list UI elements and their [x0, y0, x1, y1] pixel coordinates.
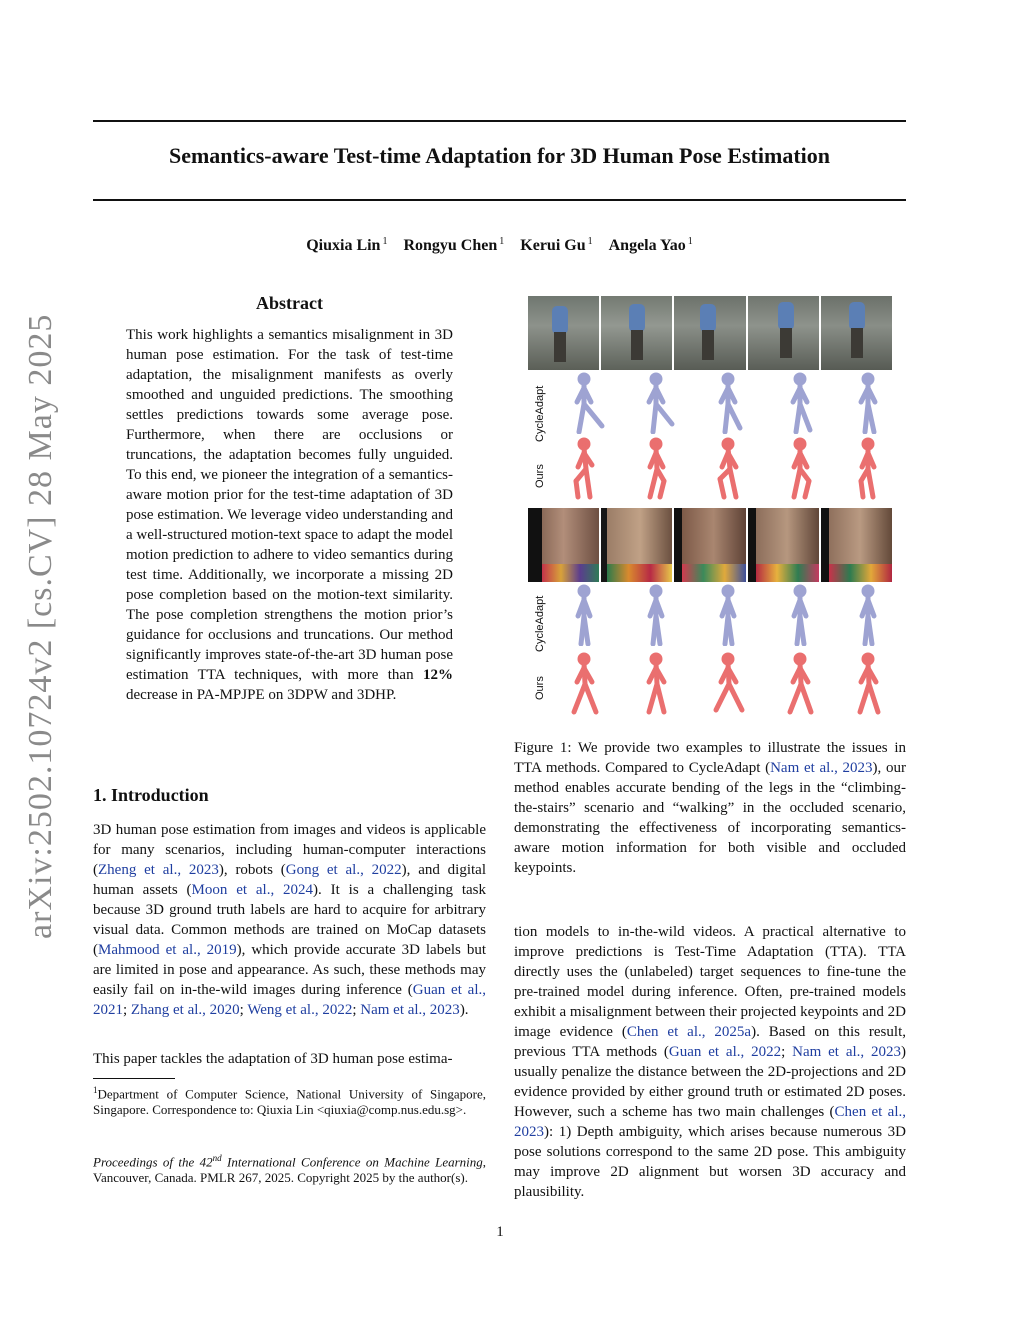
footnote-rule	[93, 1078, 175, 1079]
paragraph-text: Figure 1: We provide two examples to illustrate the issues in TTA methods. Compared to CycleAdapt (	[514, 740, 906, 776]
page-number: 1	[496, 1224, 504, 1240]
conference-name: International Conference on Machine Learning	[227, 1154, 483, 1170]
paragraph-text: ;	[239, 1002, 248, 1018]
citation-link[interactable]: Moon et al., 2024	[191, 882, 314, 898]
row-label-cycleadapt: CycleAdapt	[534, 595, 546, 652]
video-frame	[674, 508, 745, 582]
abstract-highlight: 12%	[423, 667, 453, 683]
pose-mesh	[574, 655, 596, 712]
author	[609, 237, 693, 254]
proceedings-details: , Vancouver, Canada. PMLR 267, 2025. Copyright 2025 by the author(s).	[93, 1154, 487, 1186]
abstract-heading: Abstract	[256, 293, 323, 313]
intro-paragraph-right-column	[514, 922, 906, 1202]
figure-caption	[514, 738, 906, 878]
affiliation-mark: 1	[587, 236, 593, 247]
conference-ordinal: nd	[212, 1153, 222, 1163]
pose-mesh	[650, 587, 662, 644]
author-list	[93, 236, 906, 255]
stairs-video-frames	[528, 296, 892, 370]
row-label-ours: Ours	[534, 464, 546, 488]
pose-mesh	[721, 375, 740, 432]
paragraph-text: ): 1) Depth ambiguity, which arises because numerous 3D pose solutions correspond to the same 2D pose. This ambiguity may improve 2D alignment but worsen 3D accuracy and plausibility.	[514, 1124, 906, 1200]
citation-link[interactable]: Guan et al., 2021	[93, 982, 487, 1018]
author	[306, 237, 387, 254]
video-frame	[748, 508, 819, 582]
title-bottom-rule	[93, 199, 906, 201]
pose-mesh	[649, 655, 664, 712]
intro-paragraph	[93, 820, 486, 1020]
pose-mesh	[576, 440, 592, 497]
row-label-ours: Ours	[534, 676, 546, 700]
affiliation-mark: 1	[499, 236, 505, 247]
figure-1	[528, 294, 896, 724]
title-top-rule	[93, 120, 906, 122]
paragraph-text: ), robots (	[218, 862, 286, 878]
abstract-body	[126, 325, 453, 705]
paragraph-text: ;	[123, 1002, 131, 1018]
proceedings-note	[93, 1150, 486, 1186]
paragraph-text: ), which provide accurate 3D labels but are limited in pose and appearance. As such, these methods may easily fail on in-the-wild images during inference (	[93, 942, 486, 998]
pose-mesh	[720, 440, 736, 497]
video-frame	[821, 296, 892, 370]
cycleadapt-poses-occluded	[548, 584, 892, 646]
abstract-text: This work highlights a semantics misalignment in 3D human pose estimation. For the task of test-time adaptation, the misalignment manifests as overly smoothed and unguided predictions. The smoothing settles predictions towards some average pose. Furthermore, when there are occlusions or truncations, the adaptation becomes fully unguided. To this end, we pioneer the integration of a semantics-aware motion prior for the test-time adaptation of 3D pose estimation. We leverage video understanding and a well-structured motion-text space to adapt the model motion prediction to adhere to video semantics during test time. Additionally, we incorporate a missing 2D pose completion based on the motion-text similarity. The pose completion strengthens the motion prior’s guidance for occlusions and truncations. Our method significantly improves state-of-the-art 3D human pose estimation TTA techniques, with more than	[126, 327, 453, 683]
paragraph-text: ). Based on this result, previous TTA methods (	[514, 1024, 906, 1060]
citation-link[interactable]: Gong et al., 2022	[285, 862, 402, 878]
paragraph-text: ) usually penalize the distance between the 2D-projections and 2D evidence provided by either ground truth or estimated 2D poses. However, such a scheme has two main challenges (	[514, 1044, 907, 1120]
pose-mesh	[716, 655, 742, 710]
conference-number: 42	[199, 1154, 213, 1170]
author-name: Rongyu Chen	[403, 237, 498, 255]
citation-link[interactable]: Nam et al., 2023	[792, 1044, 902, 1060]
section-heading-introduction: 1. Introduction	[93, 785, 209, 805]
citation-link[interactable]: Nam et al., 2023	[360, 1002, 460, 1018]
paragraph-text: ;	[352, 1002, 361, 1018]
row-label-cycleadapt: CycleAdapt	[534, 385, 546, 442]
citation-link[interactable]: Zhang et al., 2020	[130, 1002, 240, 1018]
author-name: Angela Yao	[608, 237, 686, 255]
paragraph-text: ;	[781, 1044, 793, 1060]
author-name: Qiuxia Lin	[306, 237, 381, 255]
citation-link[interactable]: Chen et al., 2023	[514, 1104, 906, 1140]
pose-mesh	[862, 587, 874, 644]
paragraph-text: tion models to in-the-wild videos. A practical alternative to improve predictions is Test-Time Adaptation (TTA). TTA directly uses the (unlabeled) target sequences to fine-tune the pre-trained model during inference. Often, pre-trained models exhibit a misalignment between their projected keypoints and 2D image evidence (	[514, 924, 906, 1040]
proceedings-prefix: Proceedings of the	[93, 1154, 195, 1170]
pose-mesh	[861, 375, 875, 432]
footnote	[93, 1082, 486, 1118]
video-frame	[528, 296, 599, 370]
paragraph-text: ), our method enables accurate bending of the legs in the “climbing-the-stairs” scenario and “walking” in the occluded scenario, demonstrating the effectiveness of incorporating semantics-aware motion information for both visible and occluded keypoints.	[514, 760, 907, 876]
intro-paragraph-continued: This paper tackles the adaptation of 3D human pose estima-	[93, 1051, 453, 1067]
pose-mesh	[790, 655, 811, 712]
citation-link[interactable]: Weng et al., 2022	[247, 1002, 353, 1018]
paper-title: Semantics-aware Test-time Adaptation for 3D Human Pose Estimation	[168, 143, 830, 168]
author-name: Kerui Gu	[520, 237, 586, 255]
cycleadapt-poses-stairs	[548, 372, 892, 434]
citation-link[interactable]: Guan et al., 2022	[668, 1044, 782, 1060]
paragraph-text: ), and digital human assets (	[93, 862, 486, 898]
paragraph-text: ).	[459, 1002, 469, 1018]
pose-mesh	[794, 440, 809, 497]
paragraph-text: 3D human pose estimation from images and videos is applicable for many scenarios, including human-computer interactions (	[93, 822, 486, 878]
pose-mesh	[722, 587, 734, 644]
abstract-text-end: decrease in PA-MPJPE on 3DPW and 3DHP.	[126, 687, 397, 703]
video-frame	[821, 508, 892, 582]
author	[403, 237, 504, 254]
pose-mesh	[577, 375, 602, 432]
pose-mesh	[649, 375, 672, 432]
video-frame	[601, 508, 672, 582]
affiliation-mark: 1	[687, 236, 693, 247]
footnote-mark: 1	[93, 1085, 98, 1095]
citation-link[interactable]: Nam et al., 2023	[770, 760, 873, 776]
citation-link[interactable]: Chen et al., 2025a	[626, 1024, 752, 1040]
video-frame	[748, 296, 819, 370]
footnote-text: Department of Computer Science, National University of Singapore, Singapore. Correspondence to: Qiuxia Lin <qiuxia@comp.nus.edu.sg>.	[93, 1086, 486, 1118]
arxiv-identifier: arXiv:2502.10724v2 [cs.CV] 28 May 2025	[22, 313, 59, 939]
pose-mesh	[650, 440, 664, 497]
video-frame	[528, 508, 599, 582]
occluded-video-frames	[528, 508, 892, 582]
pose-mesh	[861, 440, 874, 497]
pose-mesh	[578, 587, 590, 644]
ours-poses-stairs	[548, 437, 892, 501]
affiliation-mark: 1	[382, 236, 388, 247]
pose-mesh	[860, 655, 878, 712]
pose-mesh	[793, 375, 810, 432]
video-frame	[674, 296, 745, 370]
ours-poses-occluded	[548, 652, 892, 716]
citation-link[interactable]: Zheng et al., 2023	[98, 862, 219, 878]
author	[520, 237, 592, 254]
citation-link[interactable]: Mahmood et al., 2019	[98, 942, 237, 958]
paragraph-text: ). It is a challenging task because 3D ground truth labels are hard to acquire for arbitrary visual data. Common methods are trained on MoCap datasets (	[93, 882, 486, 958]
video-frame	[601, 296, 672, 370]
pose-mesh	[794, 587, 806, 644]
